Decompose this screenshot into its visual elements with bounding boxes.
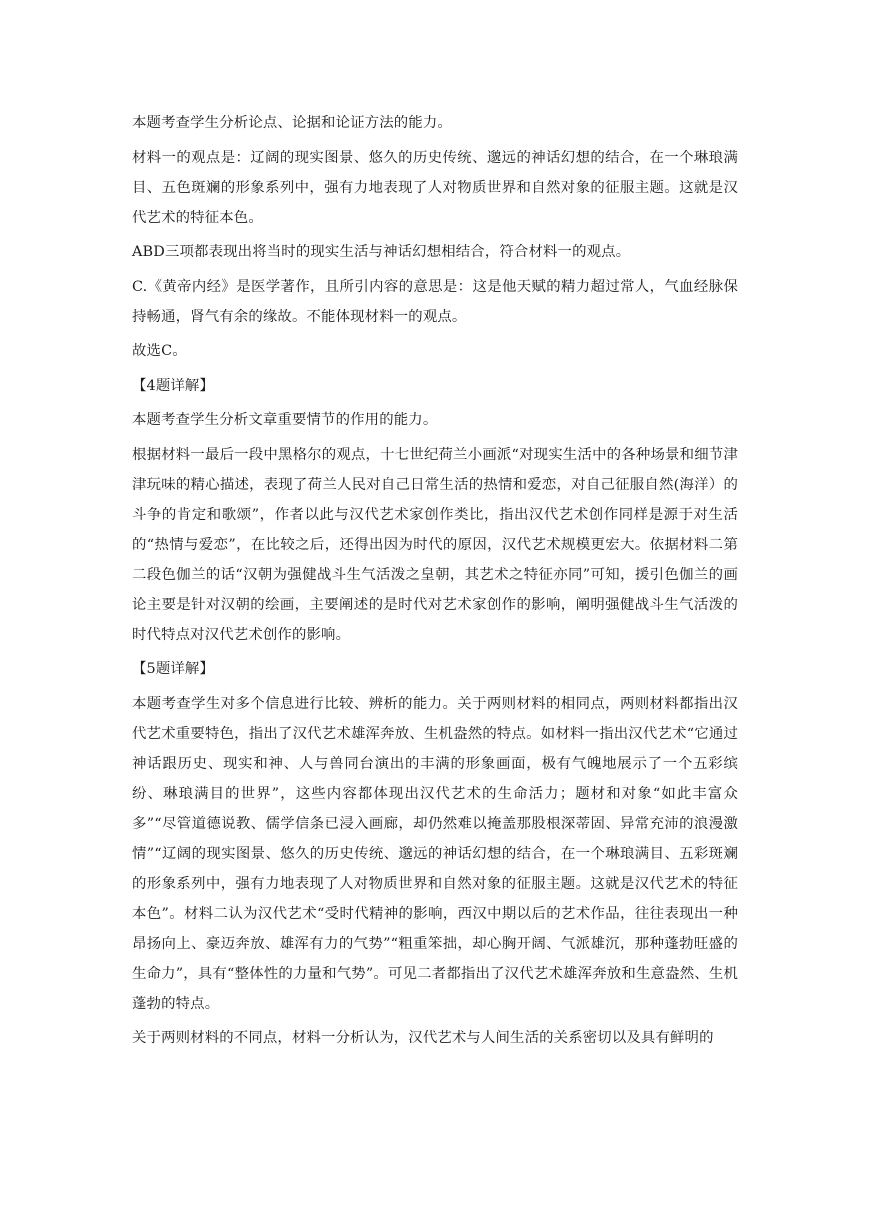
paragraph-abd-analysis: ABD三项都表现出将当时的现实生活与神话幻想相结合，符合材料一的观点。 <box>132 244 631 260</box>
paragraph-material-one-view: 材料一的观点是：辽阔的现实图景、悠久的历史传统、邈远的神话幻想的结合，在一个琳琅满目、五色斑斓的形象系列中，强有力地表现了人对物质世界和自然对象的征服主题。这就是汉代艺术的特征本色。 <box>132 149 738 226</box>
section-heading-q5: 【5题详解】 <box>132 661 215 677</box>
section-heading-q4: 【4题详解】 <box>132 377 215 394</box>
paragraph-intro: 本题考查学生分析论点、论据和论证方法的能力。 <box>132 115 452 131</box>
paragraph-q5-similarities: 本题考查学生对多个信息进行比较、辨析的能力。关于两则材料的相同点，两则材料都指出汉代艺术重要特色，指出了汉代艺术雄浑奔放、生机盎然的特点。如材料一指出汉代艺术“它通过神话跟历史、现实和神、人与兽同台演出的丰满的形象画面，极有气魄地展示了一个五彩缤纷、琳琅满目的世界”，这些内容都体现出汉代艺术的生命活力；题材和对象“如此丰富众多”“尽管道德说教、儒学信条已浸入画廊，却仍然难以掩盖那股根深蒂固、异常充沛的浪漫激情”“辽阔的现实图景、悠久的历史传统、邈远的神话幻想的结合，在一个琳琅满目、五彩斑斓的形象系列中，强有力地表现了人对物质世界和自然对象的征服主题。这就是汉代艺术的特征本色”。材料二认为汉代艺术“受时代精神的影响，西汉中期以后的艺术作品，往往表现出一种昂扬向上、豪迈奔放、雄浑有力的气势”“粗重笨拙，却心胸开阔、气派雄沉，那种蓬勃旺盛的生命力”，具有“整体性的力量和气势”。可见二者都指出了汉代艺术雄浑奔放和生意盎然、生机蓬勃的特点。 <box>132 695 738 1012</box>
document-body <box>132 108 738 1058</box>
paragraph-q4-analysis: 根据材料一最后一段中黑格尔的观点，十七世纪荷兰小画派“对现实生活中的各种场景和细节津津玩味的精心描述，表现了荷兰人民对自己日常生活的热情和爱恋，对自己征服自然(海洋）的斗争的肯定和歌颂”，作者以此与汉代艺术家创作类比，指出汉代艺术创作同样是源于对生活的“热情与爱恋”，在比较之后，还得出因为时代的原因，汉代艺术规模更宏大。依据材料二第二段色伽兰的话“汉朝为强健战斗生气活泼之皇朝，其艺术之特征亦同”可知，援引色伽兰的画论主要是针对汉朝的绘画，主要阐述的是时代对艺术家创作的影响，阐明强健战斗生气活泼的时代特点对汉代艺术创作的影响。 <box>132 446 738 643</box>
paragraph-q4-intro: 本题考查学生分析文章重要情节的作用的能力。 <box>132 412 438 428</box>
paragraph-answer: 故选C。 <box>132 343 187 359</box>
paragraph-q5-differences: 关于两则材料的不同点，材料一分析认为，汉代艺术与人间生活的关系密切以及具有鲜明的 <box>132 1030 714 1046</box>
paragraph-option-c-analysis: C.《黄帝内经》是医学著作，且所引内容的意思是：这是他天赋的精力超过常人，气血经脉保持畅通，肾气有余的缘故。不能体现材料一的观点。 <box>132 278 738 325</box>
